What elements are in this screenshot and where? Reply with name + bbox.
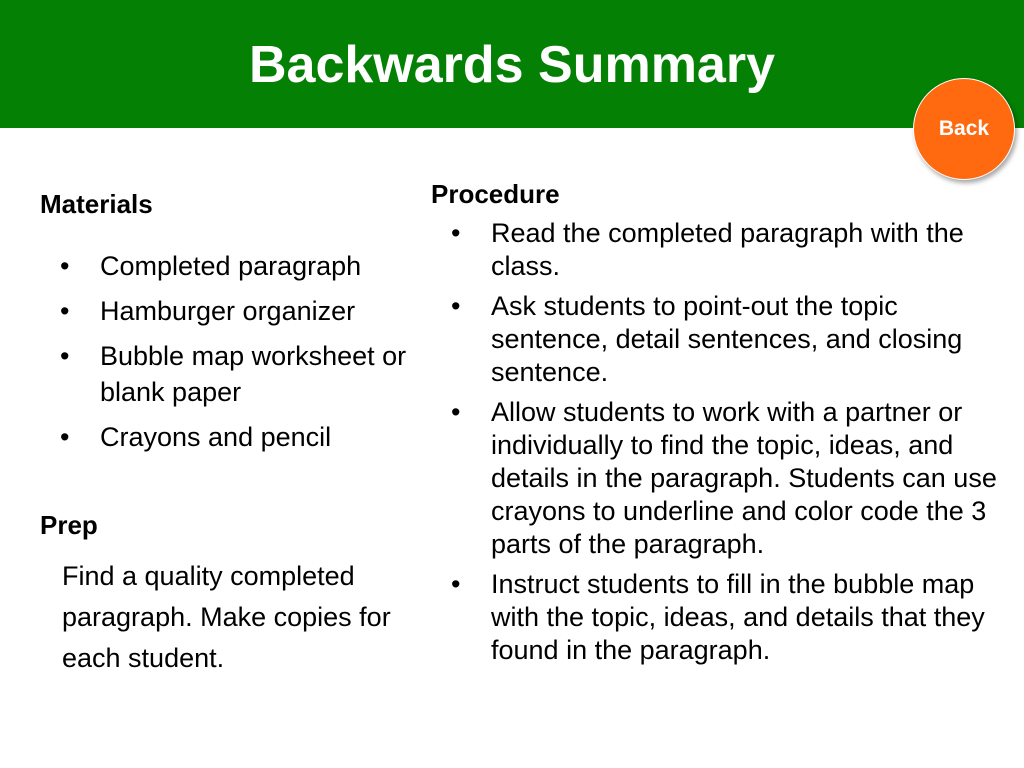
list-item-text: Crayons and pencil <box>100 422 332 452</box>
materials-list <box>60 248 430 464</box>
list-item-text: Read the completed paragraph with the class. <box>491 218 964 281</box>
title-banner <box>0 0 1024 128</box>
prep-text: Find a quality completed paragraph. Make copies for each student. <box>62 561 391 673</box>
bullet-icon: • <box>60 251 70 281</box>
procedure-heading: Procedure <box>431 179 560 209</box>
prep-heading: Prep <box>40 510 98 540</box>
bullet-icon: • <box>451 291 461 321</box>
list-item-text: Allow students to work with a partner or individually to find the topic, ideas, and details in the paragraph. Students can use crayons to underline and color code the 3 parts of the paragraph. <box>491 397 997 559</box>
bullet-icon: • <box>451 218 461 248</box>
list-item <box>60 338 430 410</box>
list-item-text: Hamburger organizer <box>100 296 356 326</box>
list-item-text: Completed paragraph <box>100 251 362 281</box>
list-item <box>451 396 1011 561</box>
page-title: Backwards Summary <box>248 36 776 94</box>
bullet-icon: • <box>451 397 461 427</box>
list-item <box>451 290 1011 389</box>
bullet-icon: • <box>451 569 461 599</box>
list-item-text: Instruct students to fill in the bubble map with the topic, ideas, and details that they found in the paragraph. <box>491 569 985 665</box>
list-item <box>451 217 1011 283</box>
list-item <box>60 419 430 455</box>
procedure-list <box>451 217 1011 674</box>
list-item-text: Ask students to point-out the topic sentence, detail sentences, and closing sentence. <box>491 291 963 387</box>
list-item <box>451 568 1011 667</box>
bullet-icon: • <box>60 296 70 326</box>
list-item <box>60 248 430 284</box>
bullet-icon: • <box>60 422 70 452</box>
bullet-icon: • <box>60 341 70 371</box>
list-item-text: Bubble map worksheet or blank paper <box>100 341 407 407</box>
list-item <box>60 293 430 329</box>
materials-heading: Materials <box>40 189 153 219</box>
back-button[interactable]: Back <box>913 78 1015 180</box>
